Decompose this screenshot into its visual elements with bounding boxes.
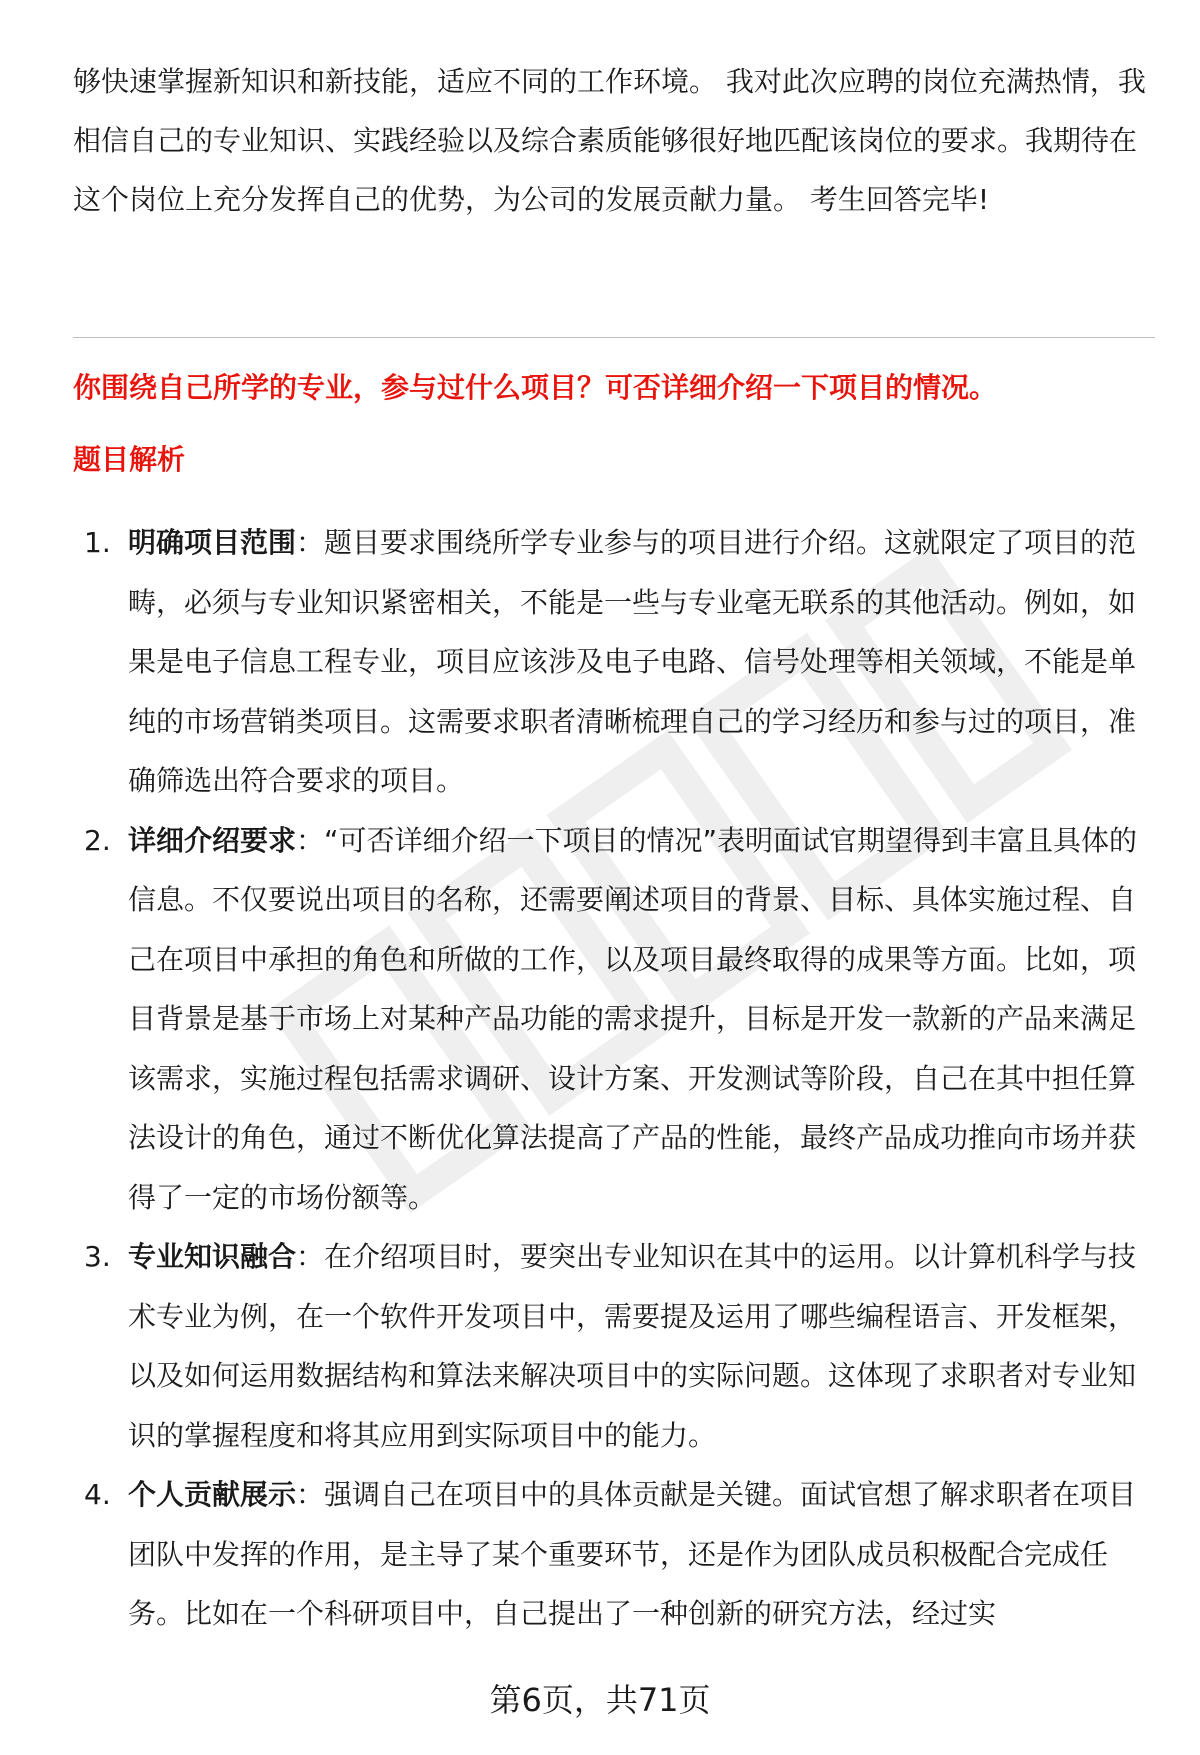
item-number: 1.: [84, 526, 111, 559]
item-text: ：在介绍项目时，要突出专业知识在其中的运用。以计算机科学与技术专业为例，在一个软件开发项目中，需要提及运用了哪些编程语言、开发框架，以及如何运用数据结构和算法来解决项目中的实际问题。这体现了求职者对专业知识的掌握程度和将其应用到实际项目中的能力。: [128, 1240, 1137, 1452]
item-text: ：强调自己在项目中的具体贡献是关键。面试官想了解求职者在项目团队中发挥的作用，是主导了某个重要环节，还是作为团队成员积极配合完成任务。比如在一个科研项目中，自己提出了一种创新的研究方法，经过实: [128, 1478, 1137, 1630]
item-text: ：题目要求围绕所学专业参与的项目进行介绍。这就限定了项目的范畴，必须与专业知识紧密相关，不能是一些与专业毫无联系的其他活动。例如，如果是电子信息工程专业，项目应该涉及电子电路、信号处理等相关领域，不能是单纯的市场营销类项目。这需要求职者清晰梳理自己的学习经历和参与过的项目，准确筛选出符合要求的项目。: [128, 526, 1137, 797]
analysis-heading: 题目解析: [73, 443, 186, 476]
intro-paragraph: 够快速掌握新知识和新技能，适应不同的工作环境。 我对此次应聘的岗位充满热情，我相信自己的专业知识、实践经验以及综合素质能够很好地匹配该岗位的要求。我期待在这个岗位上充分发挥自己的优势，为公司的发展贡献力量。 考生回答完毕!: [73, 65, 1146, 216]
item-text: ：“可否详细介绍一下项目的情况”表明面试官期望得到丰富且具体的信息。不仅要说出项目的名称，还需要阐述项目的背景、目标、具体实施过程、自己在项目中承担的角色和所做的工作，以及项目最终取得的成果等方面。比如，项目背景是基于市场上对某种产品功能的需求提升，目标是开发一款新的产品来满足该需求，实施过程包括需求调研、设计方案、开发测试等阶段，自己在其中担任算法设计的角色，通过不断优化算法提高了产品的性能，最终产品成功推向市场并获得了一定的市场份额等。: [128, 823, 1138, 1214]
item-term: 专业知识融合: [128, 1240, 297, 1273]
item-number: 2.: [84, 823, 111, 857]
list-item: [0, 513, 1200, 811]
item-term: 个人贡献展示: [128, 1478, 297, 1511]
question-heading: 你围绕自己所学的专业，参与过什么项目？可否详细介绍一下项目的情况。: [73, 371, 998, 404]
list-item: [0, 1227, 1200, 1465]
item-term: 详细介绍要求: [128, 823, 297, 857]
list-item: [0, 1465, 1200, 1644]
analysis-list: [0, 513, 1200, 1644]
page-number-footer: 第6页，共71页: [489, 1681, 711, 1719]
item-number: 3.: [84, 1240, 111, 1273]
item-term: 明确项目范围: [128, 526, 297, 559]
section-divider: [73, 337, 1155, 338]
list-item: [0, 811, 1200, 1228]
item-number: 4.: [84, 1478, 111, 1511]
